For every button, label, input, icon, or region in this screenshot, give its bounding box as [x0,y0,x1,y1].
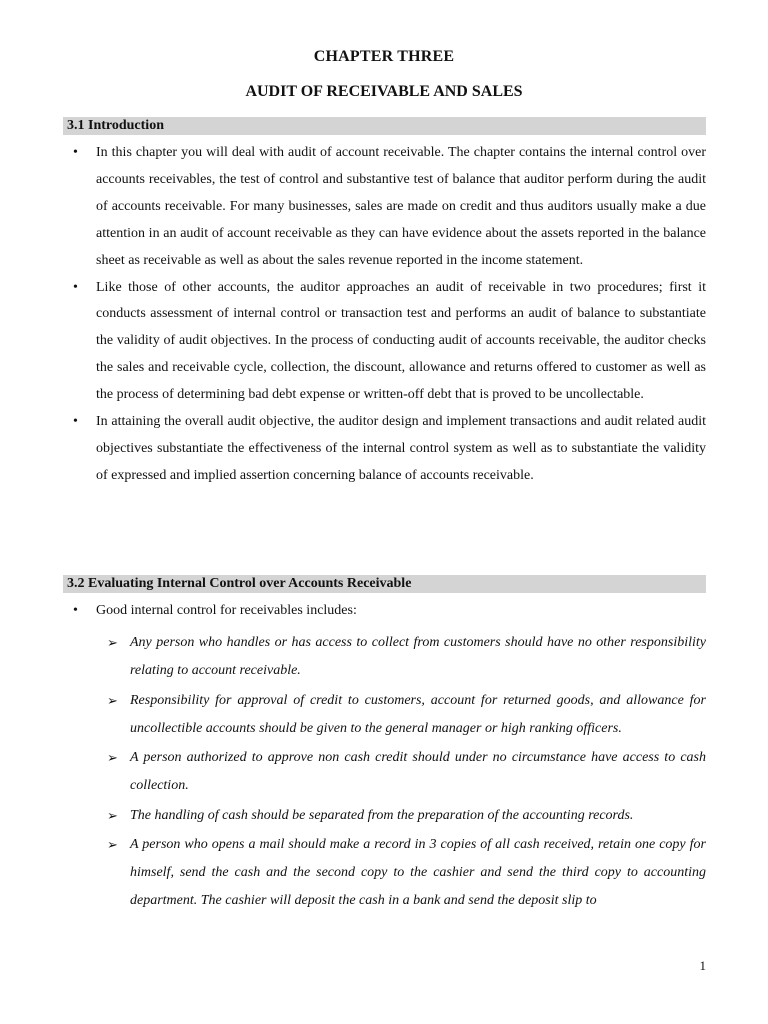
arrow-bullet-icon: ➢ [107,692,118,708]
list-item [0,744,768,800]
bullet-text: Like those of other accounts, the auditor approaches an audit of receivable in two procedures; first it conducts assessment of internal control or transaction test and performs an audit of balance to substantiate the validity of audit objectives. In the process of conducting audit of accounts receivable, the auditor checks the sales and receivable cycle, collection, the discount, allowance and returns offered to customer as well as the process of determining bad debt expense or written-off debt that is proved to be uncollectable. [96,279,706,403]
page-number: 1 [699,958,706,973]
section-heading-introduction: 3.1 Introduction [63,117,706,135]
list-item [0,275,768,410]
internal-control-bullet-list [0,598,768,625]
chapter-title: AUDIT OF RECEIVABLE AND SALES [245,83,523,100]
arrow-bullet-icon: ➢ [107,750,118,765]
bullet-icon: • [73,603,78,618]
sub-item-text: Responsibility for approval of credit to customers, account for returned goods, and allowance for uncollectible accounts should be given to the general manager or high ranking officers. [130,692,706,736]
bullet-text: Good internal control for receivables includes: [96,603,357,618]
introduction-bullet-list [0,140,768,490]
sub-item-text: Any person who handles or has access to collect from customers should have no other responsibility relating to account receivable. [130,635,706,678]
list-item [0,140,768,275]
bullet-icon: • [73,414,78,430]
bullet-text: In attaining the overall audit objective, the auditor design and implement transactions and audit related audit objectives substantiate the effectiveness of the internal control system as well as to substantiate the validity of expressed and implied assertion concerning balance of accounts receivable. [96,414,706,483]
internal-control-sub-list [0,629,768,917]
arrow-bullet-icon: ➢ [107,807,118,823]
list-item [0,802,768,830]
bullet-icon: • [73,279,78,295]
sub-item-text: The handling of cash should be separated from the preparation of the accounting records. [130,807,634,823]
bullet-icon: • [73,145,78,160]
list-item [0,629,768,685]
list-item [0,687,768,743]
list-item [0,831,768,915]
arrow-bullet-icon: ➢ [107,837,118,852]
sub-item-text: A person authorized to approve non cash credit should under no circumstance have access to cash collection. [130,750,706,793]
sub-item-text: A person who opens a mail should make a record in 3 copies of all cash received, retain one copy for himself, send the cash and the second copy to the cashier and send the third copy to accounting department. The cashier will deposit the cash in a bank and send the deposit slip to [130,837,706,908]
list-item [0,409,768,490]
bullet-text: In this chapter you will deal with audit of account receivable. The chapter contains the internal control over accounts receivables, the test of control and substantive test of balance that auditor perform during the audit of accounts receivable. For many businesses, sales are made on credit and thus auditors usually make a due attention in an audit of account receivable as they can have evidence about the assets reported in the balance sheet as receivable as well as about the sales revenue reported in the income statement. [96,145,706,268]
list-item [0,598,768,625]
chapter-heading: CHAPTER THREE [313,48,455,65]
arrow-bullet-icon: ➢ [107,635,118,650]
section-heading-internal-control: 3.2 Evaluating Internal Control over Accounts Receivable [63,575,706,593]
